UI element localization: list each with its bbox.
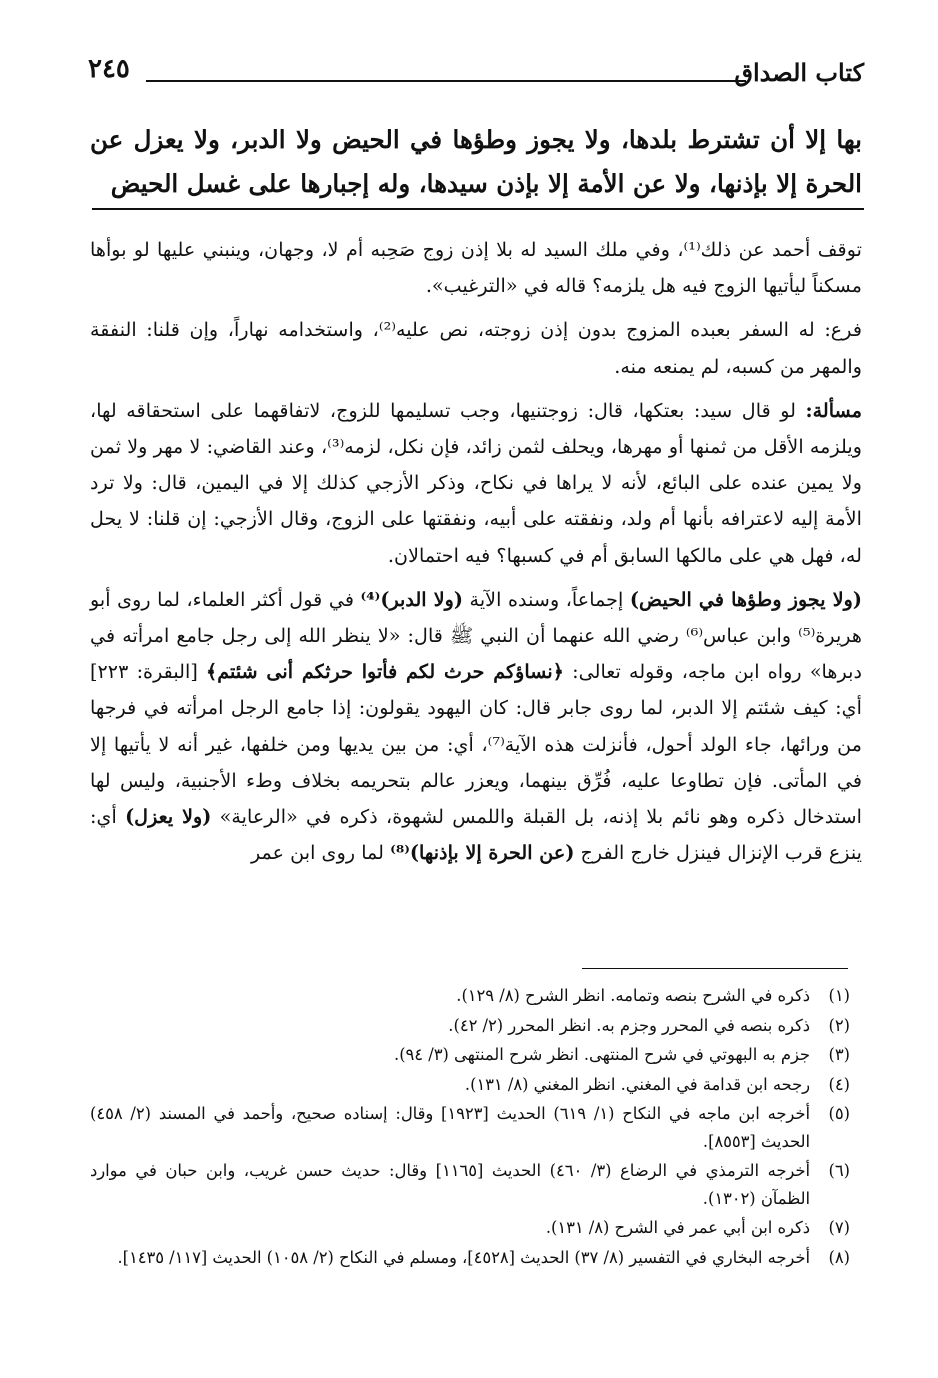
footnote-number: (٢) bbox=[828, 1015, 850, 1035]
footnote bbox=[90, 1214, 850, 1242]
page-header bbox=[88, 52, 864, 92]
header-rule bbox=[146, 80, 746, 82]
footnote-number: (٨) bbox=[828, 1247, 850, 1267]
commentary-paragraph bbox=[90, 393, 862, 574]
footnote bbox=[90, 1071, 850, 1099]
chapter-title: كتاب الصداق bbox=[734, 58, 864, 87]
quoted-matn: (ولا يجوز وطؤها في الحيض) bbox=[629, 587, 862, 611]
issue-label: مسألة: bbox=[805, 398, 862, 422]
footnote-text: رجحه ابن قدامة في المغني. انظر المغني (٨/ ١٣١). bbox=[464, 1074, 810, 1094]
footnote-text: ذكره بنصه في المحرر وجزم به. انظر المحرر (٢/ ٤٢). bbox=[448, 1015, 810, 1035]
footnote-number: (٤) bbox=[828, 1074, 850, 1094]
footnote bbox=[90, 1157, 850, 1212]
quoted-matn: (ولا يعزل) bbox=[125, 805, 212, 829]
quoted-matn: (عن الحرة إلا بإذنها)⁽⁸⁾ bbox=[390, 841, 575, 865]
footnote-number: (٧) bbox=[828, 1218, 850, 1237]
footnote-number: (١) bbox=[828, 986, 850, 1005]
main-text: بها إلا أن تشترط بلدها، ولا يجوز وطؤها في الحيض ولا الدبر، ولا يعزل عن الحرة إلا بإذنها، ولا عن الأمة إلا بإذن سيدها، وله إجبارها على غسل الحيض bbox=[90, 125, 862, 198]
footnote-number: (٦) bbox=[828, 1161, 850, 1180]
commentary-text: إجماعاً، وسنده الآية bbox=[463, 587, 630, 611]
commentary-text: أي: ينزع قرب الإنزال فينزل خارج الفرج bbox=[90, 805, 862, 865]
commentary-paragraph: فرع: له السفر بعبده المزوج بدون إذن زوجته، نص عليه⁽²⁾، واستخدامه نهاراً، وإن قلنا: النفقة والمهر من كسبه، لم يمنعه منه. bbox=[90, 318, 862, 378]
footnote bbox=[90, 1244, 850, 1272]
footnote bbox=[90, 1041, 850, 1069]
commentary-text: في قول أكثر العلماء، لما روى أبو هريرة⁽⁵⁾ وابن عباس⁽⁶⁾ رضي الله عنهما أن النبي ﷺ قال: «لا ينظر الله إلى رجل جامع امرأته في دبرها» رواه ابن ماجه، وقوله تعالى: bbox=[90, 587, 862, 684]
footnote bbox=[90, 1100, 850, 1155]
commentary-paragraph: توقف أحمد عن ذلك⁽¹⁾، وفي ملك السيد له بلا إذن زوج صَحِبه أم لا، وجهان، وينبني عليها لو بوأها مسكناً ليأتيها الزوج فيه هل يلزمه؟ قاله في «الترغيب». bbox=[90, 238, 862, 298]
footnotes bbox=[90, 982, 850, 1273]
quran-verse: ﴿نساؤكم حرث لكم فأتوا حرثكم أنى شئتم﴾ bbox=[206, 660, 564, 684]
footnote bbox=[90, 1012, 850, 1040]
footnote bbox=[90, 982, 850, 1010]
commentary-paragraph bbox=[90, 582, 862, 872]
footnote-text: أخرجه البخاري في التفسير (٨/ ٣٧) الحديث [٤٥٢٨]، ومسلم في النكاح (٢/ ١٠٥٨) الحديث [١١٧/ ١٤٣٥]. bbox=[117, 1247, 810, 1267]
footnote-text: أخرجه الترمذي في الرضاع (٣/ ٤٦٠) الحديث [١١٦٥] وقال: حديث حسن غريب، وابن حبان في موارد الظمآن (١٣٠٢). bbox=[90, 1161, 810, 1208]
quoted-matn: (ولا الدبر)⁽⁴⁾ bbox=[360, 587, 464, 611]
issue-text: لو قال سيد: بعتكها، قال: زوجتنيها، وجب تسليمها للزوج، لاتفاقهما على استحقاقه لها، ويلزمه الأقل من ثمنها أو مهرها، ويحلف لثمن زائد، فإن نكل، لزمه⁽³⁾، وعند القاضي: لا مهر ولا ثمن ولا يمين عنده على البائع، لأنه لا يراها في نكاح، وذكر الأزجي كذلك إلا في اليمين، قال: ولا ترد الأمة إليه لاعترافه بأنها أم ولد، ونفقته على أبيه، ونفقتها على الزوج، وقال الأزجي: إن قلنا: لا يحل له، فهل هي على مالكها السابق أم في كسبها؟ فيه احتمالان. bbox=[90, 398, 862, 567]
commentary-text: [البقرة: ٢٢٣] أي: كيف شئتم إلا الدبر، لما روى جابر قال: كان اليهود يقولون: إذا جامع الرجل امرأته في فرجها من ورائها، جاء الولد أحول، فأنزلت هذه الآية⁽⁷⁾، أي: من بين يديها ومن خلفها، غير أنه لا يأتيها إلا في المأتى. فإن تطاوعا عليه، فُرِّق بينهما، ويعزر عالم بتحريمه بخلاف وطء الأجنبية، وليس لها استدخال ذكره وهو نائم بلا إذنه، بل القبلة واللمس لشهوة، ذكره في «الرعاية» bbox=[90, 660, 862, 829]
commentary bbox=[90, 232, 862, 879]
footnote-text: أخرجه ابن ماجه في النكاح (١/ ٦١٩) الحديث [١٩٢٣] وقال: إسناده صحيح، وأحمد في المسند (٢/ ٤٥٨) الحديث [٨٥٥٣]. bbox=[90, 1104, 810, 1151]
footnote-separator bbox=[582, 968, 848, 969]
footnote-number: (٥) bbox=[828, 1104, 850, 1123]
footnote-text: جزم به البهوتي في شرح المنتهى. انظر شرح المنتهى (٣/ ٩٤). bbox=[394, 1045, 810, 1064]
footnote-text: ذكره في الشرح بنصه وتمامه. انظر الشرح (٨/ ١٢٩). bbox=[456, 986, 810, 1005]
page-number: ٢٤٥ bbox=[88, 54, 130, 84]
footnote-text: ذكره ابن أبي عمر في الشرح (٨/ ١٣١). bbox=[545, 1218, 810, 1237]
footnote-number: (٣) bbox=[828, 1045, 850, 1064]
commentary-text: لما روى ابن عمر bbox=[250, 841, 391, 865]
text-separator bbox=[92, 208, 864, 210]
